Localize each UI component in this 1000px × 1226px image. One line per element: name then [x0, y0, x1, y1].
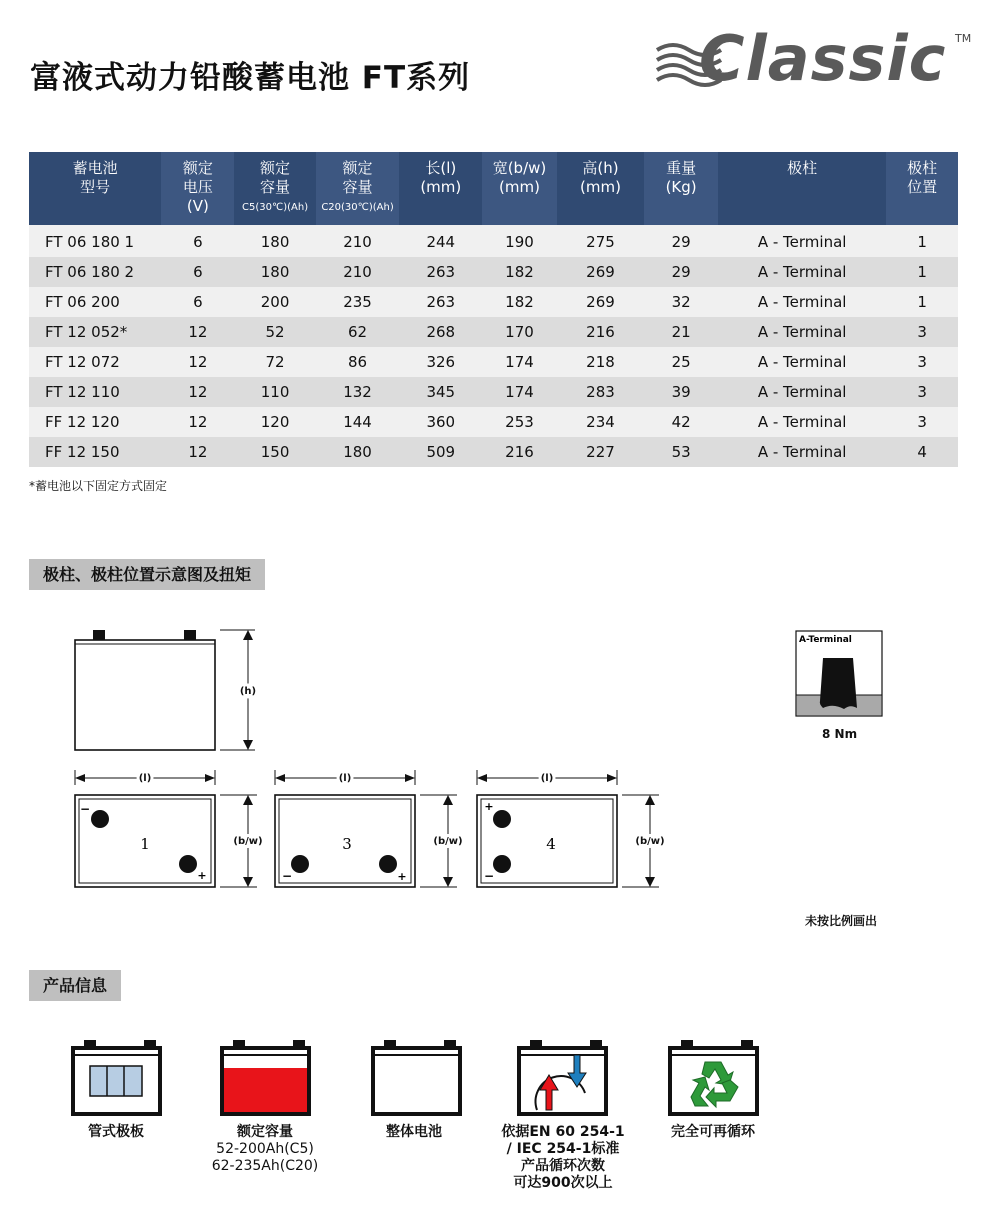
width-label: (b/w) — [635, 836, 665, 847]
column-header-line: 额定 — [260, 159, 291, 177]
table-cell: A - Terminal — [718, 377, 886, 407]
table-cell: A - Terminal — [718, 437, 886, 467]
column-header-line: 额定 — [342, 159, 373, 177]
section-heading-product: 产品信息 — [29, 970, 121, 1001]
table-cell: 12 — [161, 347, 234, 377]
table-cell: 1 — [886, 225, 958, 257]
table-cell: 120 — [234, 407, 315, 437]
width-label: (b/w) — [233, 836, 263, 847]
table-cell: 216 — [557, 317, 644, 347]
table-cell: 25 — [644, 347, 718, 377]
page-title: 富液式动力铅酸蓄电池 FT系列 — [30, 60, 471, 96]
column-header — [316, 152, 400, 225]
table-cell: 72 — [234, 347, 315, 377]
table-cell: 263 — [399, 257, 482, 287]
table-cell: FF 12 120 — [29, 407, 161, 437]
battery-side-view — [75, 630, 256, 750]
table-cell: 216 — [482, 437, 557, 467]
table-cell: 182 — [482, 287, 557, 317]
length-label: (l) — [138, 773, 152, 784]
section-heading-terminals: 极柱、极柱位置示意图及扭矩 — [29, 559, 265, 590]
column-header-line: 高(h) — [582, 159, 619, 177]
column-header — [718, 152, 886, 225]
feature-detail: / IEC 254-1标准 — [506, 1141, 620, 1157]
table-cell: FF 12 150 — [29, 437, 161, 467]
column-header-line: 容量 — [260, 178, 291, 196]
feature-recyclable — [638, 1124, 788, 1141]
column-header-line: 蓄电池 — [72, 159, 118, 177]
feature-icons — [0, 1035, 1000, 1120]
height-label: (h) — [239, 686, 257, 697]
table-cell: 32 — [644, 287, 718, 317]
layout-number: 4 — [546, 835, 556, 853]
table-cell: 29 — [644, 257, 718, 287]
table-cell: 62 — [316, 317, 400, 347]
terminal-layout-3 — [275, 770, 463, 887]
table-cell: 1 — [886, 257, 958, 287]
table-cell: A - Terminal — [718, 257, 886, 287]
feature-detail: 产品循环次数 — [521, 1158, 605, 1174]
column-header-line: (mm) — [499, 178, 540, 196]
column-header-line: 宽(b/w) — [492, 159, 547, 177]
table-cell: 12 — [161, 437, 234, 467]
table-cell: 86 — [316, 347, 400, 377]
column-header-unit: C5(30℃)(Ah) — [242, 202, 309, 213]
table-cell: 210 — [316, 257, 400, 287]
column-header-line: (Kg) — [665, 178, 697, 196]
terminal-layout-4 — [477, 770, 665, 887]
table-cell: 283 — [557, 377, 644, 407]
table-cell: 52 — [234, 317, 315, 347]
table-cell: 3 — [886, 317, 958, 347]
table-cell: 509 — [399, 437, 482, 467]
table-cell: 263 — [399, 287, 482, 317]
column-header-line: 极柱 — [907, 159, 938, 177]
table-cell: 6 — [161, 225, 234, 257]
feature-detail: 可达900次以上 — [513, 1175, 613, 1191]
table-row — [29, 287, 958, 317]
column-header — [644, 152, 718, 225]
column-header-line: 额定 — [182, 159, 213, 177]
feature-label: 整体电池 — [386, 1124, 442, 1140]
table-row — [29, 257, 958, 287]
minus-sign: − — [483, 869, 495, 883]
table-row — [29, 437, 958, 467]
torque-value: 8 Nm — [822, 727, 858, 741]
feature-label: 完全可再循环 — [671, 1124, 755, 1140]
table-cell: 3 — [886, 377, 958, 407]
table-cell: 21 — [644, 317, 718, 347]
table-cell: FT 12 072 — [29, 347, 161, 377]
table-cell: 3 — [886, 347, 958, 377]
layout-number: 3 — [342, 835, 352, 853]
minus-sign: − — [281, 869, 293, 883]
feature-detail: 52-200Ah(C5) — [216, 1141, 314, 1157]
table-row — [29, 225, 958, 257]
table-cell: 132 — [316, 377, 400, 407]
column-header — [399, 152, 482, 225]
monobloc-icon — [373, 1040, 460, 1114]
table-cell: 180 — [316, 437, 400, 467]
layout-number: 1 — [140, 835, 150, 853]
feature-label: 管式极板 — [88, 1124, 144, 1140]
table-cell: 170 — [482, 317, 557, 347]
table-cell: 210 — [316, 225, 400, 257]
table-row — [29, 377, 958, 407]
column-header — [557, 152, 644, 225]
feature-label: 额定容量 — [237, 1124, 293, 1140]
table-cell: 269 — [557, 257, 644, 287]
table-cell: 12 — [161, 317, 234, 347]
table-cell: 200 — [234, 287, 315, 317]
table-cell: 1 — [886, 287, 958, 317]
length-label: (l) — [540, 773, 554, 784]
plus-sign: + — [397, 870, 407, 883]
column-header-line: 位置 — [907, 178, 938, 196]
table-cell: FT 12 110 — [29, 377, 161, 407]
terminal-type-label: A-Terminal — [799, 635, 852, 645]
table-cell: 182 — [482, 257, 557, 287]
table-cell: A - Terminal — [718, 407, 886, 437]
table-cell: FT 06 180 1 — [29, 225, 161, 257]
column-header-line: 长(l) — [425, 159, 457, 177]
table-cell: 29 — [644, 225, 718, 257]
brand-name: Classic — [699, 22, 947, 95]
table-body — [29, 225, 958, 467]
table-cell: A - Terminal — [718, 347, 886, 377]
table-cell: 218 — [557, 347, 644, 377]
table-cell: FT 06 200 — [29, 287, 161, 317]
terminal-diagrams — [0, 600, 1000, 930]
column-header-line: 重量 — [666, 159, 697, 177]
table-header-row — [29, 152, 958, 225]
table-cell: 275 — [557, 225, 644, 257]
table-cell: 39 — [644, 377, 718, 407]
table-cell: 3 — [886, 407, 958, 437]
table-cell: 144 — [316, 407, 400, 437]
feature-label: 依据EN 60 254-1 — [501, 1124, 625, 1140]
table-cell: 174 — [482, 377, 557, 407]
table-cell: 360 — [399, 407, 482, 437]
table-cell: FT 12 052* — [29, 317, 161, 347]
feature-cycle-life — [488, 1124, 638, 1192]
brand-logo — [655, 22, 975, 95]
a-terminal-diagram — [796, 631, 882, 716]
column-header — [29, 152, 161, 225]
spec-table — [29, 152, 958, 467]
table-cell: 150 — [234, 437, 315, 467]
table-cell: 235 — [316, 287, 400, 317]
column-header-line: 容量 — [342, 178, 373, 196]
table-cell: 110 — [234, 377, 315, 407]
feature-capacity — [190, 1124, 340, 1175]
table-row — [29, 347, 958, 377]
table-cell: 42 — [644, 407, 718, 437]
capacity-icon — [222, 1040, 309, 1114]
trademark: TM — [955, 32, 972, 45]
table-cell: 6 — [161, 287, 234, 317]
width-label: (b/w) — [433, 836, 463, 847]
table-row — [29, 407, 958, 437]
column-header-line: (V) — [186, 197, 209, 215]
table-cell: FT 06 180 2 — [29, 257, 161, 287]
table-cell: 190 — [482, 225, 557, 257]
table-cell: 4 — [886, 437, 958, 467]
table-cell: 53 — [644, 437, 718, 467]
column-header-unit: C20(30℃)(Ah) — [321, 202, 394, 213]
tubular-plate-icon — [73, 1040, 160, 1114]
column-header — [161, 152, 234, 225]
column-header — [234, 152, 315, 225]
table-cell: 268 — [399, 317, 482, 347]
table-cell: A - Terminal — [718, 317, 886, 347]
table-cell: 12 — [161, 407, 234, 437]
plus-sign: + — [484, 800, 494, 813]
table-cell: 6 — [161, 257, 234, 287]
table-cell: 227 — [557, 437, 644, 467]
table-cell: 180 — [234, 225, 315, 257]
table-cell: 269 — [557, 287, 644, 317]
feature-monobloc — [339, 1124, 489, 1141]
column-header-line: 极柱 — [787, 159, 818, 177]
terminal-layout-1 — [75, 770, 263, 887]
table-cell: 174 — [482, 347, 557, 377]
table-cell: 180 — [234, 257, 315, 287]
minus-sign: − — [79, 802, 91, 816]
length-label: (l) — [338, 773, 352, 784]
table-cell: 345 — [399, 377, 482, 407]
feature-tubular-plates — [41, 1124, 191, 1141]
table-cell: 326 — [399, 347, 482, 377]
cycle-life-icon — [519, 1040, 606, 1114]
column-header-line: 电压 — [182, 178, 213, 196]
table-cell: 244 — [399, 225, 482, 257]
column-header — [482, 152, 557, 225]
table-cell: 253 — [482, 407, 557, 437]
feature-detail: 62-235Ah(C20) — [211, 1158, 319, 1174]
table-cell: A - Terminal — [718, 225, 886, 257]
recycle-icon — [670, 1040, 757, 1114]
column-header-line: (mm) — [580, 178, 621, 196]
column-header — [886, 152, 958, 225]
table-cell: 234 — [557, 407, 644, 437]
table-cell: 12 — [161, 377, 234, 407]
table-row — [29, 317, 958, 347]
column-header-line: (mm) — [420, 178, 462, 196]
column-header-line: 型号 — [80, 178, 111, 196]
footnote: *蓄电池以下固定方式固定 — [29, 479, 168, 493]
scale-note: 未按比例画出 — [805, 914, 878, 928]
table-cell: A - Terminal — [718, 287, 886, 317]
plus-sign: + — [197, 869, 207, 882]
